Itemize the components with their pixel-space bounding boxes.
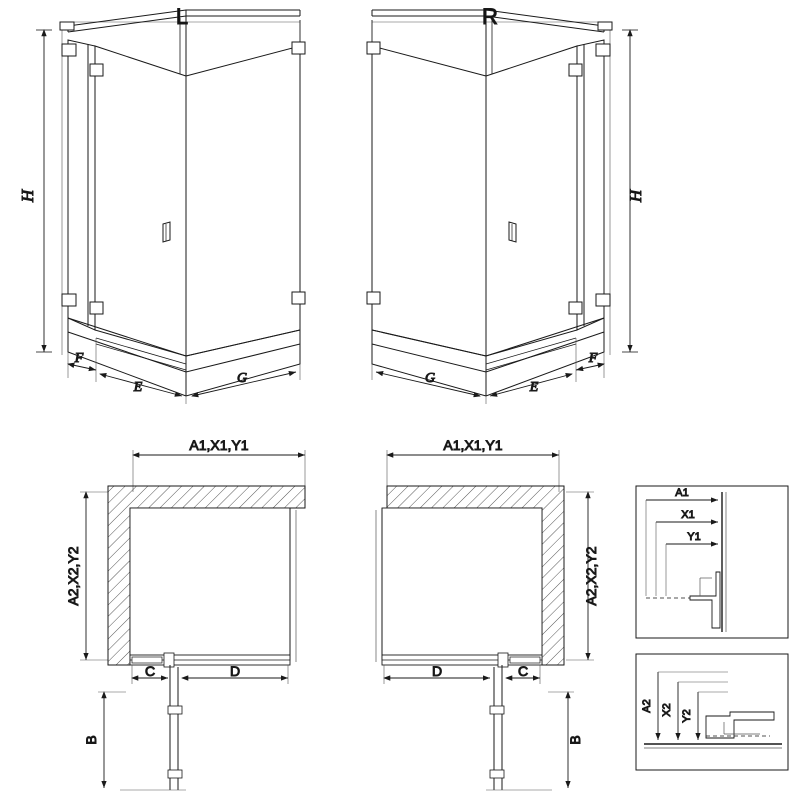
plan-left-side-dim: A2,X2,Y2 [65,546,81,606]
view-isometric-right [367,4,645,404]
detail-h-label-A1: A1 [675,487,689,499]
dim-label-H-left: H [18,189,37,203]
plan-right-side-dim: A2,X2,Y2 [583,546,599,606]
view-isometric-left [18,4,305,404]
detail-h-label-X1: X1 [681,509,695,521]
view-plan-right [376,437,599,790]
plan-left-dim-B: B [83,735,99,745]
detail-vertical [636,654,788,770]
detail-v-label-Y2: Y2 [681,709,693,723]
dim-label-F-right: F [588,351,598,366]
dim-label-E-right: E [529,380,539,395]
dim-label-F-left: F [74,351,84,366]
detail-v-label-A2: A2 [641,699,653,713]
plan-left-dim-C: C [144,663,156,679]
plan-right-dim-B: B [567,735,583,745]
dim-label-E-left: E [133,380,143,395]
plan-right-top-dim: A1,X1,Y1 [443,437,503,453]
plan-left-dim-D: D [229,663,241,679]
detail-v-label-X2: X2 [661,703,673,717]
plan-right-dim-C: C [517,663,529,679]
detail-horizontal [636,486,788,638]
dim-label-G-right: G [424,371,436,386]
plan-right-dim-D: D [431,663,443,679]
plan-left-top-dim: A1,X1,Y1 [189,437,249,453]
view-plan-left [65,437,305,790]
dim-label-H-right: H [626,189,645,203]
detail-h-label-Y1: Y1 [687,531,701,543]
view-hand-label-R: R [482,4,498,29]
dim-label-G-left: G [236,371,248,386]
view-hand-label-L: L [175,4,189,29]
